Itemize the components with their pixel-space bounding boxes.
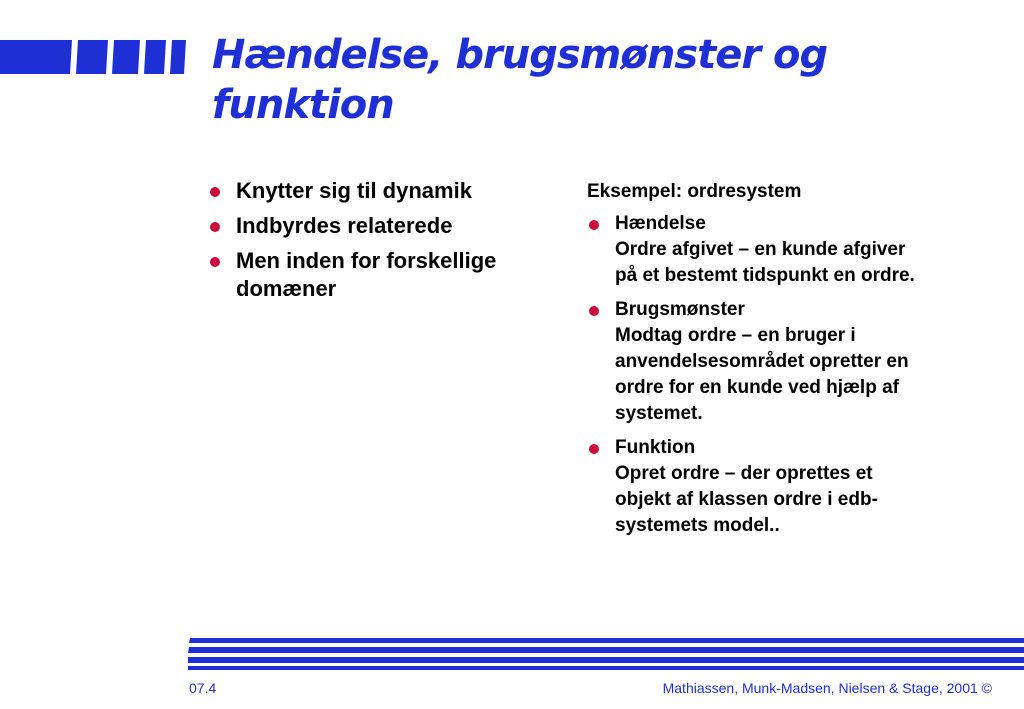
- example-bullet-description: Opret ordre – der oprettes et objekt af klassen ordre i edb-systemets model..: [615, 463, 878, 536]
- example-heading: Eksempel: ordresystem: [587, 181, 802, 202]
- example-bullet-heading: Funktion: [615, 437, 696, 458]
- footer-decoration-bars: [188, 638, 1024, 670]
- left-bullet-text: Men inden for forskellige domæner: [236, 248, 497, 301]
- bullet-dot: [210, 222, 220, 232]
- left-bullet-item: [208, 212, 508, 240]
- left-bullet-text: Indbyrdes relaterede: [236, 213, 453, 238]
- left-bullet-item: [208, 177, 508, 205]
- example-bullet-item: [587, 211, 927, 289]
- example-bullet-description: Modtag ordre – en bruger i anvendelsesområdet opretter en ordre for en kunde ved hjælp af systemet.: [615, 325, 909, 424]
- title-decoration-bars: [0, 38, 188, 78]
- bullet-dot: [589, 444, 599, 454]
- example-bullet-item: [587, 435, 927, 539]
- copyright-notice: Mathiassen, Munk-Madsen, Nielsen & Stage, 2001 ©: [662, 680, 992, 696]
- example-bullet-description: Ordre afgivet – en kunde afgiver på et bestemt tidspunkt en ordre.: [615, 239, 915, 286]
- bullet-dot: [210, 257, 220, 267]
- left-bullet-item: [208, 247, 508, 303]
- example-bullet-list: [587, 211, 927, 547]
- bullet-dot: [210, 187, 220, 197]
- slide-number: 07.4: [189, 680, 217, 696]
- example-bullet-item: [587, 297, 927, 427]
- bullet-dot: [589, 220, 599, 230]
- slide-title: Hændelse, brugsmønster og funktion: [212, 32, 828, 128]
- bullet-dot: [589, 306, 599, 316]
- example-bullet-heading: Brugsmønster: [615, 299, 745, 320]
- left-bullet-list: [208, 177, 508, 310]
- example-bullet-heading: Hændelse: [615, 213, 706, 234]
- left-bullet-text: Knytter sig til dynamik: [236, 178, 472, 203]
